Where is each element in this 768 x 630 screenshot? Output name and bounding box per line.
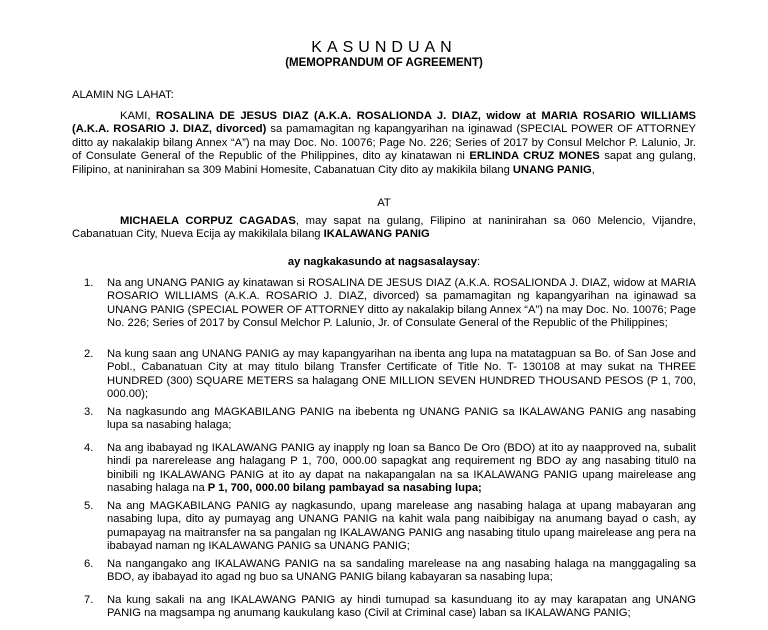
document-title: KASUNDUAN	[311, 39, 457, 56]
party1-paragraph	[72, 110, 696, 177]
salutation: ALAMIN NG LAHAT:	[72, 89, 174, 101]
party1-text2: sapat ang gulang, Filipino, at naninirahan sa 309 Mabini Homesite, Cabanatuan City dito ay makikila bilang	[72, 150, 696, 176]
list-item-text: Na nangangako ang IKALAWANG PANIG na sa sandaling marelease na ang nasabing halaga na manggagaling sa BDO, ay ibabayad ito agad ng buo sa UNANG PANIG bilang kabayaran sa nasabing lupa;	[107, 558, 696, 584]
party1-designation: UNANG PANIG	[512, 163, 592, 176]
conjunction: AT	[377, 197, 391, 209]
party1-end: ,	[591, 163, 595, 176]
list-item-text-regular: Na ang ibabayad ng IKALAWANG PANIG ay inapply ng loan sa Banco De Oro (BDO) at ito ay naapproved na, subalit hindi pa narerelease ang halagang P 1, 700, 000.00 sapagkat ang requirement ng BDO ay ang nasabing titul0 na binibili ng IKALAWANG PANIG at ito ay dapat na nakapangalan na sa IKALAWANG PANIG upang mairelease ang nasabing halaga na	[107, 442, 696, 495]
party1-attorney: ERLINDA CRUZ MONES	[469, 150, 600, 163]
list-item-number: 1.	[84, 277, 94, 289]
party2-text: , may sapat na gulang, Filipino at naninirahan sa 060 Melencio, Vijandre, Cabanatuan City, Nueva Ecija ay makikilala bilang	[72, 215, 696, 241]
list-item	[84, 594, 696, 621]
list-item	[84, 277, 696, 331]
document-subtitle: (MEMOPRANDUM OF AGREEMENT)	[285, 57, 483, 69]
statement-heading-text: ay nagkakasundo at nagsasalaysay	[287, 256, 477, 268]
statement-heading	[0, 256, 768, 268]
list-item	[84, 348, 696, 402]
list-item	[84, 500, 696, 554]
list-item-number: 7.	[84, 594, 94, 606]
list-item-text	[107, 442, 696, 496]
list-item-number: 4.	[84, 442, 94, 454]
list-item-text-bold: P 1, 700, 000.00 bilang pambayad sa nasabing lupa;	[207, 482, 482, 495]
list-item	[84, 442, 696, 496]
list-item-text: Na kung saan ang UNANG PANIG ay may kapangyarihan na ibenta ang lupa na matatagpuan sa Bo. of San Jose and Pobl., Cabanatuan City at may titulo bilang Transfer Certificate of Title No. T- 130108 at may sukat na THREE HUNDRED (300) SQUARE METERS sa halagang ONE MILLION SEVEN HUNDRED THOUSAND PESOS (P 1, 700, 000.00);	[107, 348, 696, 401]
party2-designation: IKALAWANG PANIG	[323, 228, 430, 241]
list-item	[84, 406, 696, 433]
list-item-number: 6.	[84, 558, 94, 570]
list-item	[84, 558, 696, 585]
party1-text1: sa pamamagitan ng kapangyarihan na iginawad (SPECIAL POWER OF ATTORNEY ditto ay nakalakip bilang Annex “A”) na may Doc. No. 10076; Page No. 226; Series of 2017 by Consul Melchor P. Lalunio, Jr. of Consulate General of the Republic of the Philippines, dito ay kinatawan ni	[72, 123, 696, 163]
party1-name: ROSALINA DE JESUS DIAZ (A.K.A. ROSALIONDA J. DIAZ, widow at MARIA ROSARIO WILLIAMS (A.K.A. ROSARIO J. DIAZ, divorced)	[72, 110, 696, 136]
list-item-text: Na kung sakali na ang IKALAWANG PANIG ay hindi tumupad sa kasunduang ito ay may karapatan ang UNANG PANIG na magsampa ng anumang kaukulang kaso (Civil at Criminal case) laban sa IKALAWANG PANIG;	[107, 594, 696, 620]
statement-heading-colon: :	[476, 256, 481, 268]
party2-paragraph	[72, 215, 696, 242]
party1-intro: KAMI,	[120, 110, 156, 122]
list-item-text: Na ang MAGKABILANG PANIG ay nagkasundo, upang marelease ang nasabing halaga at upang mabayaran ang nasabing lupa, dito ay pumayag ang UNANG PANIG na kahit wala pang naibibigay na anumang bayad o cash, ay pumapayag na maitransfer na sa pangalan ng IKALAWANG PANIG ang nasabing titulo upang mairelease ang pera na ibabayad naman ng IKALAWANG PANIG sa UNANG PANIG;	[107, 500, 696, 553]
list-item-number: 5.	[84, 500, 94, 512]
list-item-number: 2.	[84, 348, 94, 360]
list-item-number: 3.	[84, 406, 94, 418]
party2-name: MICHAELA CORPUZ CAGADAS	[120, 215, 296, 227]
list-item-text: Na nagkasundo ang MAGKABILANG PANIG na ibebenta ng UNANG PANIG sa IKALAWANG PANIG ang nasabing lupa sa nasabing halaga;	[107, 406, 696, 432]
list-item-text: Na ang UNANG PANIG ay kinatawan si ROSALINA DE JESUS DIAZ (A.K.A. ROSALIONDA J. DIAZ, widow at MARIA ROSARIO WILLIAMS (A.K.A. ROSARIO J. DIAZ, divorced) sa pamamagitan ng kapangyarihan na iginawad sa UNANG PANIG (SPECIAL POWER OF ATTORNEY ditto ay nakalakip bilang Annex “A”) na may Doc. No. 10076; Page No. 226; Series of 2017 by Consul Melchor P. Lalunio, Jr. of Consulate General of the Republic of the Philippines;	[107, 277, 696, 330]
